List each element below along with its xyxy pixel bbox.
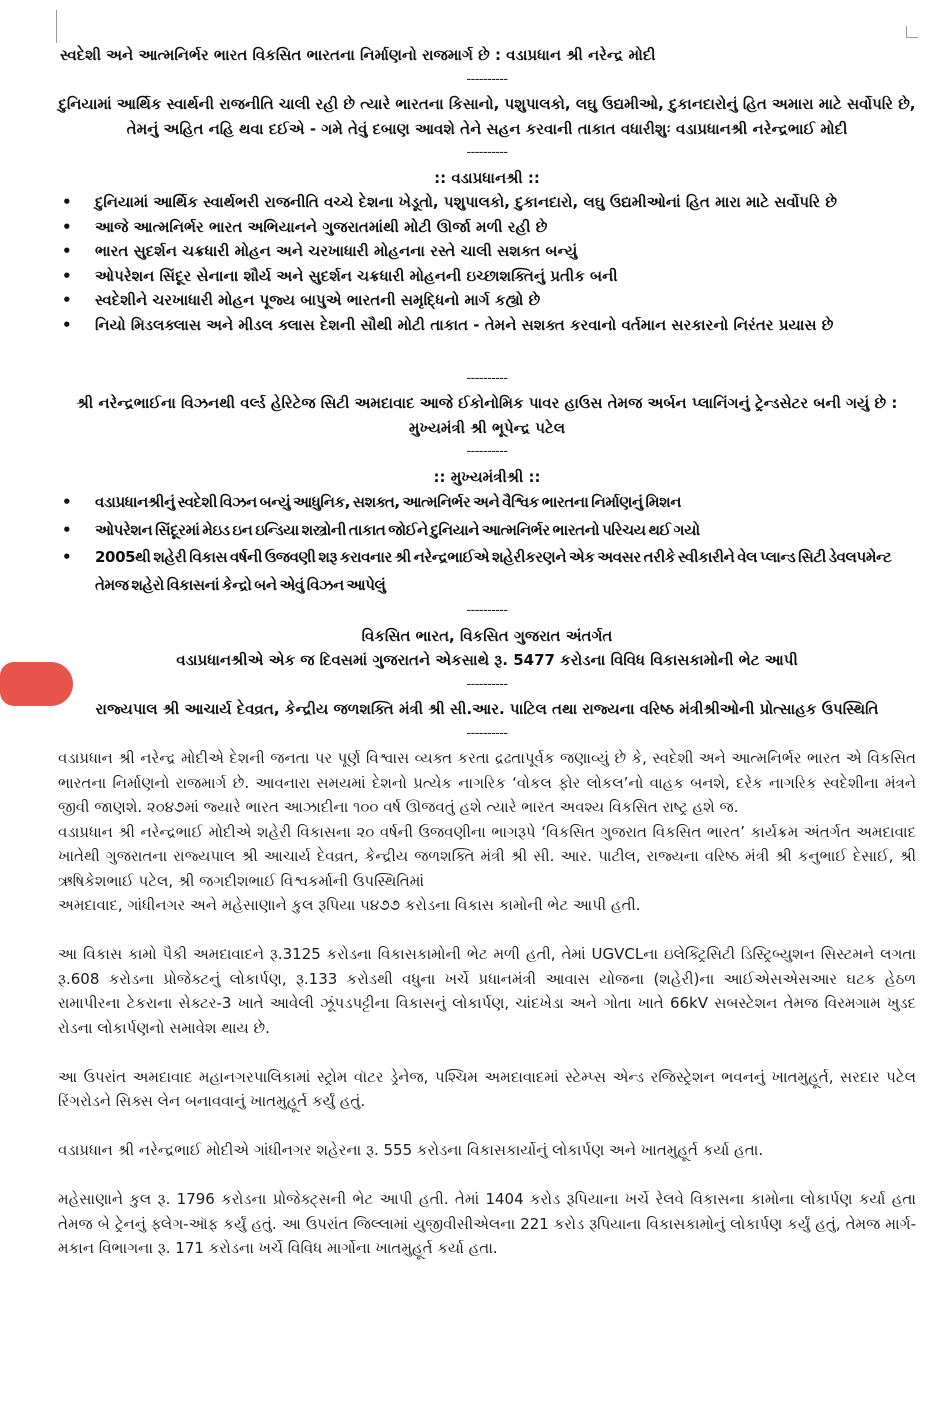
cm-bullet-item xyxy=(58,517,916,545)
pm-bullet-item xyxy=(58,190,916,215)
bullet-text: દુનિયામાં આર્થિક સ્વાર્થભરી રાજનીતિ વચ્ચે દેશના ખેડૂતો, પશુપાલકો, દુકાનદારો, લઘુ ઉદ્યમીઓનાં હિત મારા માટે સર્વોપરિ છે xyxy=(95,193,837,211)
page-corner-mark-top-right xyxy=(906,37,918,38)
separator: ---------- xyxy=(466,370,508,386)
pm-bullet-item xyxy=(58,288,916,313)
page-corner-mark-top-left xyxy=(56,10,57,43)
separator: ---------- xyxy=(466,725,508,741)
pm-bullet-list xyxy=(58,190,916,337)
bullet-text: આજે આત્મનિર્ભર ભારત અભિયાનને ગુજરાતમાંથી મોટી ઊર્જા મળી રહી છે xyxy=(95,217,548,236)
separator: ---------- xyxy=(466,676,508,692)
bullet-text: નિયો મિડલક્લાસ અને મીડલ ક્લાસ દેશની સૌથી મોટી તાકાત - તેમને સશક્ત કરવાનો વર્તમાન સરકારનો નિરંતર પ્રયાસ છે xyxy=(95,315,834,334)
bullet-text: સ્વદેશીને ચરખાધારી મોહન પૂજ્ય બાપુએ ભારતની સમૃદ્ધિનો માર્ગ કહ્યો છે xyxy=(95,291,541,309)
pm-bullet-item xyxy=(58,215,916,240)
presence-heading: રાજ્યપાલ શ્રી આચાર્ય દેવવ્રત, કેન્દ્રીય જળશક્તિ મંત્રી શ્રી સી.આર. પાટિલ તથા રાજ્યના વરિષ્ઠ મંત્રીશ્રીઓની પ્રોત્સાહક ઉપસ્થિતિ xyxy=(95,700,879,718)
separator: ---------- xyxy=(466,444,508,459)
body-paragraph: વડાપ્રધાન શ્રી નરેન્દ્ર મોદીએ દેશની જનતા પર પૂર્ણ વિશ્વાસ વ્યક્ત કરતા દ્રઢતાપૂર્વક જણાવ્યું છે કે, સ્વદેશી અને આત્મનિર્ભર ભારત એ વિકસિત ભારતના નિર્માણનો રાજમાર્ગ છે. આવનારા સમયમાં દેશનો પ્રત્યેક નાગરિક ‘વોકલ ફોર લોકલ’નો વાહક બનશે, દરેક નાગરિક સ્વદેશીના મંત્રને જીવી જાણશે. ૨૦૪૭માં જ્યારે ભારત આઝાદીના ૧૦૦ વર્ષ ઊજવતું હશે ત્યારે ભારત અવશ્ય વિકસિત રાષ્ટ્ર હશે જ. xyxy=(58,749,916,816)
event-heading-line1: વિકસિત ભારત, વિકસિત ગુજરાત અંતર્ગત xyxy=(361,626,613,645)
body-paragraph: વડાપ્રધાન શ્રી નરેન્દ્રભાઈ મોદીએ ગાંધીનગર શહેરના રૂ. 555 કરોડના વિકાસકાર્યોનું લોકાર્પણ અને ખાતમુહૂર્ત કર્યા હતા. xyxy=(58,1141,764,1159)
cm-bullet-item xyxy=(58,489,916,517)
body-paragraph: મહેસાણાને કુલ રૂ. 1796 કરોડના પ્રોજેક્ટ્સની ભેટ આપી હતી. તેમાં 1404 કરોડ રૂપિયાના ખર્ચે રેલવે વિકાસના કામોના લોકાર્પણ કર્યા હતા તેમજ બે ટ્રેનનું ફ્લેગ-ઑફ કર્યું હતું. આ ઉપરાંત જિલ્લામાં યુજીવીસીએલના 221 કરોડ રૂપિયાના વિકાસકામોનું લોકાર્પણ કર્યું હતું, તેમજ માર્ગ-મકાન વિભાગના રૂ. 171 કરોડના ખર્ચે વિવિધ માર્ગોના ખાતમુહૂર્ત કર્યા હતા. xyxy=(58,1190,916,1257)
body-paragraph: વડાપ્રધાન શ્રી નરેન્દ્રભાઈ મોદીએ શહેરી વિકાસના ૨૦ વર્ષની ઉજવણીના ભાગરૂપે ‘વિકસિત ગુજરાત વિકસિત ભારત’ કાર્યક્રમ અંતર્ગત અમદાવાદ ખાતેથી ગુજરાતના રાજ્યપાલ શ્રી આચાર્ય દેવવ્રત, કેન્દ્રીય જળશક્તિ મંત્રી શ્રી સી. આર. પાટીલ, રાજ્યના વરિષ્ઠ મંત્રી શ્રી કનુભાઈ દેસાઈ, શ્રી ઋષિકેશભાઈ પટેલ, શ્રી જગદીશભાઈ વિશ્વકર્માની ઉપસ્થિતિમાં xyxy=(58,822,916,890)
bullet-text: ઓપરેશન સિંદૂરમાં મેઇડ ઇન ઇન્ડિયા શસ્ત્રોની તાકાત જોઈને દુનિયાને આત્મનિર્ભર ભારતનો પરિચય થઈ ગયો xyxy=(95,520,700,539)
pm-section-label: :: વડાપ્રધાનશ્રી :: xyxy=(434,168,540,187)
cm-headline: શ્રી નરેન્દ્રભાઈના વિઝનથી વર્લ્ડ હેરિટેજ સિટી અમદાવાદ આજે ઈકોનોમિક પાવર હાઉસ તેમજ અર્બન પ્લાનિંગનું ટ્રેન્ડસેટર બની ગયું છે : મુખ્યમંત્રી શ્રી ભૂપેન્દ્ર પટેલ xyxy=(76,394,898,437)
pm-bullet-item xyxy=(58,239,916,264)
bullet-text: ભારત સુદર્શન ચક્રધારી મોહન અને ચરખાધારી મોહનના રસ્તે ચાલી સશક્ત બન્યું xyxy=(95,242,578,260)
event-heading-line2: વડાપ્રધાનશ્રીએ એક જ દિવસમાં ગુજરાતને એકસાથે રૂ. 5477 કરોડના વિવિધ વિકાસકામોની ભેટ આપી xyxy=(176,651,798,669)
subheadline: દુનિયામાં આર્થિક સ્વાર્થની રાજનીતિ ચાલી રહી છે ત્યારે ભારતના કિસાનો, પશુપાલકો, લઘુ ઉદ્યમીઓ, દુકાનદારોનું હિત અમારા માટે સર્વોપરિ છે, તેમનું અહિત નહિ થવા દઈએ - ગમે તેવું દબાણ આવશે તેને સહન કરવાની તાકાત વધારીશુઃ વડાપ્રધાનશ્રી નરેન્દ્રભાઈ મોદી xyxy=(58,95,916,138)
cm-section-label: :: મુખ્યમંત્રીશ્રી :: xyxy=(433,467,541,486)
bullet-icon xyxy=(62,313,72,338)
pm-bullet-item xyxy=(58,264,916,289)
separator: ---------- xyxy=(466,71,508,87)
cm-bullet-item xyxy=(58,544,916,599)
bullet-icon xyxy=(62,264,72,289)
bullet-icon xyxy=(62,517,71,545)
bullet-icon xyxy=(62,489,71,517)
separator: ---------- xyxy=(466,603,508,618)
pm-bullet-item xyxy=(58,313,916,338)
headline: સ્વદેશી અને આત્મનિર્ભર ભારત વિકસિત ભારતના નિર્માણનો રાજમાર્ગ છે : વડાપ્રધાન શ્રી નરેન્દ્ર મોદી xyxy=(60,46,656,64)
cm-bullet-list xyxy=(58,489,916,599)
bullet-icon xyxy=(62,215,72,240)
floating-bubble-button[interactable] xyxy=(0,662,73,706)
bullet-text: ઓપરેશન સિંદૂર સેનાના શૌર્ય અને સુદર્શન ચક્રધારી મોહનની ઇચ્છાશક્તિનું પ્રતીક બની xyxy=(95,266,618,285)
bullet-text: 2005થી શહેરી વિકાસ વર્ષની ઉજવણી શરૂ કરાવનાર શ્રી નરેન્દ્રભાઈએ શહેરીકરણને એક અવસર તરીકે સ્વીકારીને વેલ પ્લાન્ડ સિટી ડેવલપમેન્ટ તેમજ શહેરો વિકાસનાં કેન્દ્રો બને એવું વિઝન આપેલું xyxy=(95,548,892,594)
separator: ---------- xyxy=(466,145,508,160)
bullet-icon xyxy=(62,190,72,215)
document-page xyxy=(58,43,916,1261)
bullet-icon xyxy=(62,239,72,264)
body-paragraph: આ ઉપરાંત અમદાવાદ મહાનગરપાલિકામાં સ્ટ્રોમ વૉટર ડ્રેનેજ, પશ્ચિમ અમદાવાદમાં સ્ટેમ્પ્સ એન્ડ રજિસ્ટ્રેશન ભવનનું ખાતમુહૂર્ત, સરદાર પટેલ રિંગરોડને સિક્સ લેન બનાવવાનું ખાતમુહૂર્ત કર્યું હતું. xyxy=(58,1067,916,1110)
bullet-icon xyxy=(62,544,71,572)
body-paragraph: આ વિકાસ કામો પૈકી અમદાવાદને રૂ.3125 કરોડના વિકાસકામોની ભેટ મળી હતી, તેમાં UGVCLના ઇલેક્ટ્રિસિટી ડિસ્ટ્રિબ્યુશન સિસ્ટમને લગતા રૂ.608 કરોડના પ્રોજેક્ટનું લોકાર્પણ, રૂ.133 કરોડથી વધુના ખર્ચે પ્રધાનમંત્રી આવાસ યોજના (શહેરી)ના આઈએસએસઆર ઘટક હેઠળ રામાપીરના ટેકરાના સેક્ટર-3 ખાતે આવેલી ઝૂંપડપટ્ટીના વિકાસનું લોકાર્પણ, ચાંદખેડા અને ગોતા ખાતે 66kV સબસ્ટેશન તેમજ વિરમગામ ખુડદ રોડના લોકાર્પણનો સમાવેશ થાય છે. xyxy=(58,945,916,1037)
body-paragraph: અમદાવાદ, ગાંધીનગર અને મહેસાણાને કુલ રૂપિયા ૫૪૭૭ કરોડના વિકાસ કામોની ભેટ આપી હતી. xyxy=(58,896,641,914)
bullet-icon xyxy=(62,288,72,313)
bullet-text: વડાપ્રધાનશ્રીનું સ્વદેશી વિઝન બન્યું આધુનિક, સશક્ત, આત્મનિર્ભર અને વૈશ્વિક ભારતના નિર્માણનું મિશન xyxy=(95,493,682,511)
